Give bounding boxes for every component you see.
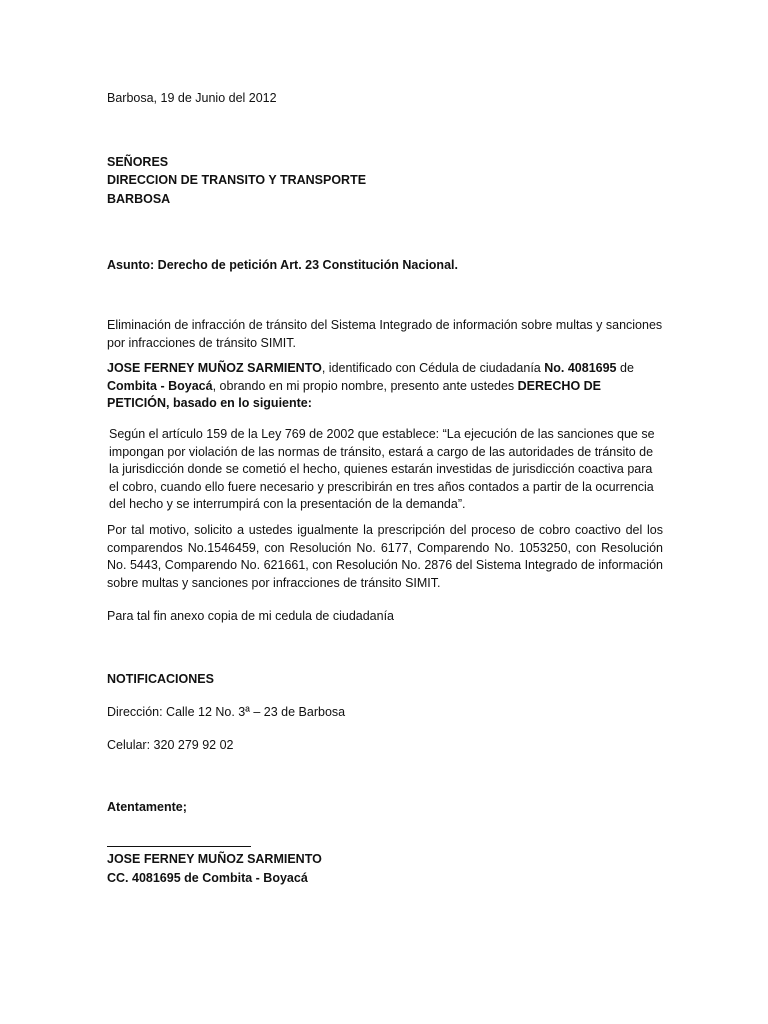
petition-label: DERECHO DE PETICIÓN (107, 378, 601, 410)
request-paragraph: Por tal motivo, solicito a ustedes igualmente la prescripción del proceso de cobro coactivo del los comparendos No.1546459, con Resolución No. 6177, Comparendo No. 1053250, con Resolución No. 5443, Comparendo No. 621661, con Resolución No. 2876 del Sistema Integrado de información sobre multas y sanciones por infracciones de tránsito SIMIT. (107, 523, 663, 590)
address-line: Dirección: Calle 12 No. 3ª – 23 de Barbosa (107, 705, 346, 719)
signature-name: JOSE FERNEY MUÑOZ SARMIENTO (107, 852, 322, 866)
recipient-line-2: DIRECCION DE TRANSITO Y TRANSPORTE (107, 173, 367, 187)
closing-line: Atentamente; (107, 800, 187, 814)
petitioner-id-number: No. 4081695 (544, 361, 617, 375)
recipient-line-3: BARBOSA (107, 192, 171, 206)
notifications-heading: NOTIFICACIONES (107, 672, 214, 686)
petitioner-text-a: , identificado con Cédula de ciudadanía (321, 361, 545, 375)
recipient-line-1: SEÑORES (107, 155, 169, 169)
petitioner-text-d: , basado en lo siguiente: (166, 396, 312, 410)
subject-line: Asunto: Derecho de petición Art. 23 Constitución Nacional. (107, 258, 458, 272)
signature-id: CC. 4081695 de Combita - Boyacá (107, 871, 308, 885)
phone-line: Celular: 320 279 92 02 (107, 738, 234, 752)
legal-basis-paragraph: Según el artículo 159 de la Ley 769 de 2002 que establece: “La ejecución de las sanciones que se impongan por violación de las normas de tránsito, estará a cargo de las autoridades de tránsito de la jurisdicción donde se cometió el hecho, quienes estarán investidas de jurisdicción coactiva para el cobro, cuando ello fuere necesario y prescribirán en tres años contados a partir de la ocurrencia del hecho y se interrumpirá con la presentación de la demanda”. (109, 427, 655, 511)
petitioner-text-c: , obrando en mi propio nombre, presento ante ustedes (212, 378, 518, 393)
intro-paragraph: Eliminación de infracción de tránsito del Sistema Integrado de información sobre multas y sanciones por infracciones de tránsito SIMIT. (107, 318, 663, 350)
petitioner-paragraph (107, 360, 663, 413)
annex-note: Para tal fin anexo copia de mi cedula de ciudadanía (107, 609, 394, 623)
petitioner-text-b: de (616, 361, 634, 375)
petitioner-name: JOSE FERNEY MUÑOZ SARMIENTO (107, 361, 322, 375)
place-date: Barbosa, 19 de Junio del 2012 (107, 91, 277, 105)
petitioner-city: Combita - Boyacá (107, 378, 213, 393)
signature-line (107, 846, 251, 847)
